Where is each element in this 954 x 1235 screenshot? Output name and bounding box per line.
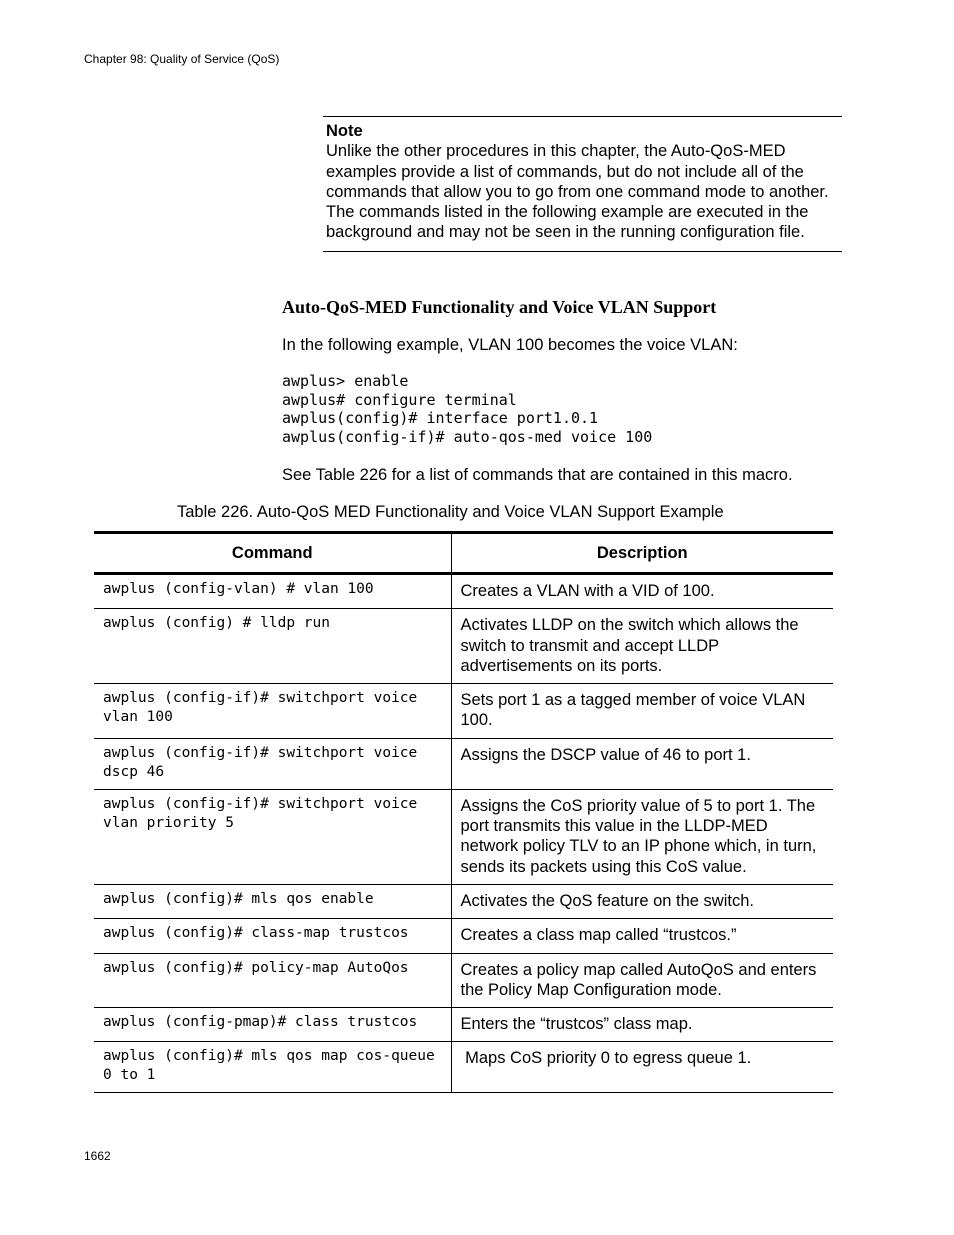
table-header-row — [94, 533, 833, 574]
description-cell: Creates a policy map called AutoQoS and enters the Policy Map Configuration mode. — [451, 953, 833, 1008]
description-cell: Enters the “trustcos” class map. — [451, 1008, 833, 1042]
table-row — [94, 789, 833, 884]
command-cell: awplus (config) # lldp run — [94, 609, 451, 684]
command-cell: awplus (config-pmap)# class trustcos — [94, 1008, 451, 1042]
page-number: 1662 — [84, 1149, 111, 1163]
note-title: Note — [326, 122, 363, 140]
code-line: awplus# configure terminal — [282, 390, 517, 409]
table-row — [94, 919, 833, 953]
table-row — [94, 738, 833, 789]
table-row — [94, 609, 833, 684]
command-cell: awplus (config-if)# switchport voice vlan 100 — [94, 684, 451, 739]
description-cell: Assigns the DSCP value of 46 to port 1. — [451, 738, 833, 789]
description-cell: Activates LLDP on the switch which allows the switch to transmit and accept LLDP advertisements on its ports. — [451, 609, 833, 684]
note-box — [323, 116, 842, 252]
command-cell: awplus (config)# mls qos map cos-queue 0 to 1 — [94, 1042, 451, 1093]
description-cell: Assigns the CoS priority value of 5 to port 1. The port transmits this value in the LLDP-MED network policy TLV to an IP phone which, in turn, sends its packets using this CoS value. — [451, 789, 833, 884]
commands-table — [94, 531, 833, 1093]
command-cell: awplus (config-if)# switchport voice dscp 46 — [94, 738, 451, 789]
table-row — [94, 953, 833, 1008]
table-caption: Table 226. Auto-QoS MED Functionality and Voice VLAN Support Example — [177, 503, 724, 521]
code-line: awplus(config)# interface port1.0.1 — [282, 409, 599, 428]
code-line: awplus(config-if)# auto-qos-med voice 100 — [282, 428, 653, 447]
table-row — [94, 574, 833, 609]
intro-paragraph: In the following example, VLAN 100 becomes the voice VLAN: — [282, 336, 738, 354]
column-header-command: Command — [94, 533, 451, 574]
see-table-paragraph: See Table 226 for a list of commands that are contained in this macro. — [282, 466, 793, 484]
table-row — [94, 884, 833, 918]
column-header-description: Description — [451, 533, 833, 574]
command-cell: awplus (config)# mls qos enable — [94, 884, 451, 918]
command-cell: awplus (config-if)# switchport voice vlan priority 5 — [94, 789, 451, 884]
description-cell: Creates a VLAN with a VID of 100. — [451, 574, 833, 609]
description-cell: Creates a class map called “trustcos.” — [451, 919, 833, 953]
note-body: Unlike the other procedures in this chapter, the Auto-QoS-MED examples provide a list of commands, but do not include all of the commands that allow you to go from one command mode to another. The commands listed in the following example are executed in the background and may not be seen in the running configuration file. — [326, 142, 829, 242]
command-cell: awplus (config-vlan) # vlan 100 — [94, 574, 451, 609]
command-cell: awplus (config)# class-map trustcos — [94, 919, 451, 953]
table-row — [94, 684, 833, 739]
code-example — [282, 372, 652, 447]
section-heading: Auto-QoS-MED Functionality and Voice VLAN Support — [282, 297, 717, 317]
chapter-header: Chapter 98: Quality of Service (QoS) — [84, 52, 280, 66]
table-row — [94, 1008, 833, 1042]
code-line: awplus> enable — [282, 372, 409, 390]
command-cell: awplus (config)# policy-map AutoQos — [94, 953, 451, 1008]
description-cell: Maps CoS priority 0 to egress queue 1. — [451, 1042, 833, 1093]
table-row — [94, 1042, 833, 1093]
description-cell: Activates the QoS feature on the switch. — [451, 884, 833, 918]
description-cell: Sets port 1 as a tagged member of voice VLAN 100. — [451, 684, 833, 739]
